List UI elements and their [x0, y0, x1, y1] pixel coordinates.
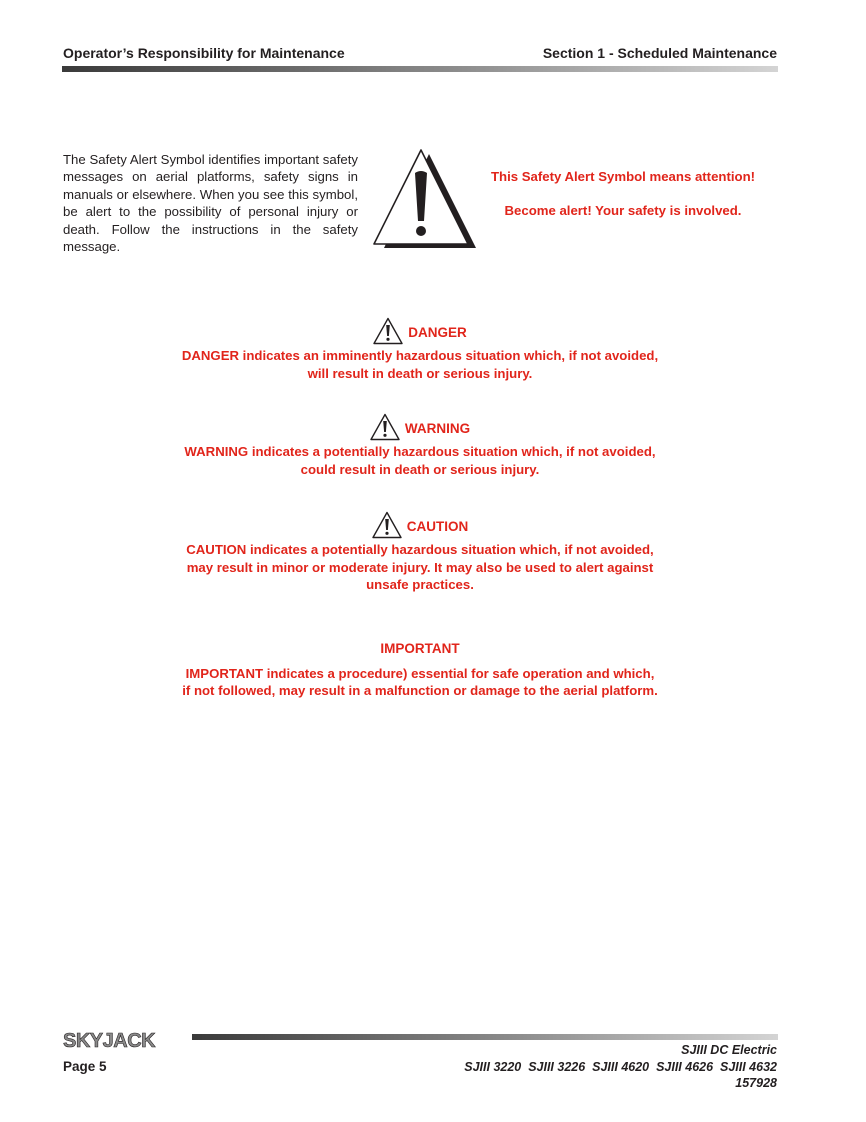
- model-title: SJIII DC Electric: [681, 1043, 777, 1057]
- warning-heading: [120, 413, 720, 441]
- danger-description-line: will result in death or serious injury.: [307, 365, 533, 381]
- warning-signal-word: WARNING: [404, 421, 471, 437]
- model-list: SJIII 3220 SJIII 3226 SJIII 4620 SJIII 4626 SJIII 4632: [464, 1059, 777, 1074]
- danger-block: [120, 317, 720, 382]
- warning-alert-icon: [370, 413, 400, 441]
- caution-description-line: unsafe practices.: [366, 577, 474, 592]
- important-signal-word: IMPORTANT: [380, 641, 460, 656]
- warning-description-line: WARNING indicates a potentially hazardous situation which, if not avoided,: [184, 444, 656, 459]
- danger-signal-word: DANGER: [408, 325, 467, 341]
- skyjack-logo: [62, 1026, 188, 1052]
- footer-divider: [192, 1034, 778, 1040]
- danger-description-line: DANGER indicates an imminently hazardous situation which, if not avoided,: [181, 348, 659, 363]
- important-block: [120, 640, 720, 700]
- danger-heading: [120, 317, 720, 345]
- intro-paragraph: The Safety Alert Symbol identifies important safety messages on aerial platforms, safety signs in manuals or elsewhere. When you see this symbol, be alert to the possibility of personal injury or death. Follow the instructions in the safety message.: [63, 152, 358, 255]
- caution-alert-icon: [372, 511, 402, 539]
- alert-symbol-meaning: This Safety Alert Symbol means attention!: [490, 169, 756, 184]
- caution-heading: [120, 511, 720, 539]
- alert-symbol-warning: Become alert! Your safety is involved.: [504, 203, 742, 218]
- header-divider: [62, 66, 778, 72]
- document-number: 157928: [735, 1076, 777, 1090]
- caution-description-line: CAUTION indicates a potentially hazardous situation which, if not avoided,: [186, 542, 654, 557]
- header-chapter-title: Section 1 - Scheduled Maintenance: [542, 45, 777, 61]
- caution-signal-word: CAUTION: [406, 519, 469, 535]
- logo-wordmark: SKYJACK: [63, 1030, 156, 1052]
- page-number: Page 5: [63, 1059, 107, 1074]
- header-section-title: Operator’s Responsibility for Maintenance: [63, 45, 345, 61]
- danger-alert-icon: [373, 317, 403, 345]
- important-description-line: IMPORTANT indicates a procedure) essential for safe operation and which,: [185, 665, 655, 681]
- footer-model-info: [464, 1042, 777, 1092]
- caution-description-line: may result in minor or moderate injury. It may also be used to alert against: [186, 559, 654, 575]
- caution-block: [120, 511, 720, 594]
- warning-description-line: could result in death or serious injury.: [300, 461, 540, 477]
- important-description-line: if not followed, may result in a malfunction or damage to the aerial platform.: [182, 683, 658, 698]
- warning-block: [120, 413, 720, 478]
- safety-alert-icon: [368, 147, 478, 251]
